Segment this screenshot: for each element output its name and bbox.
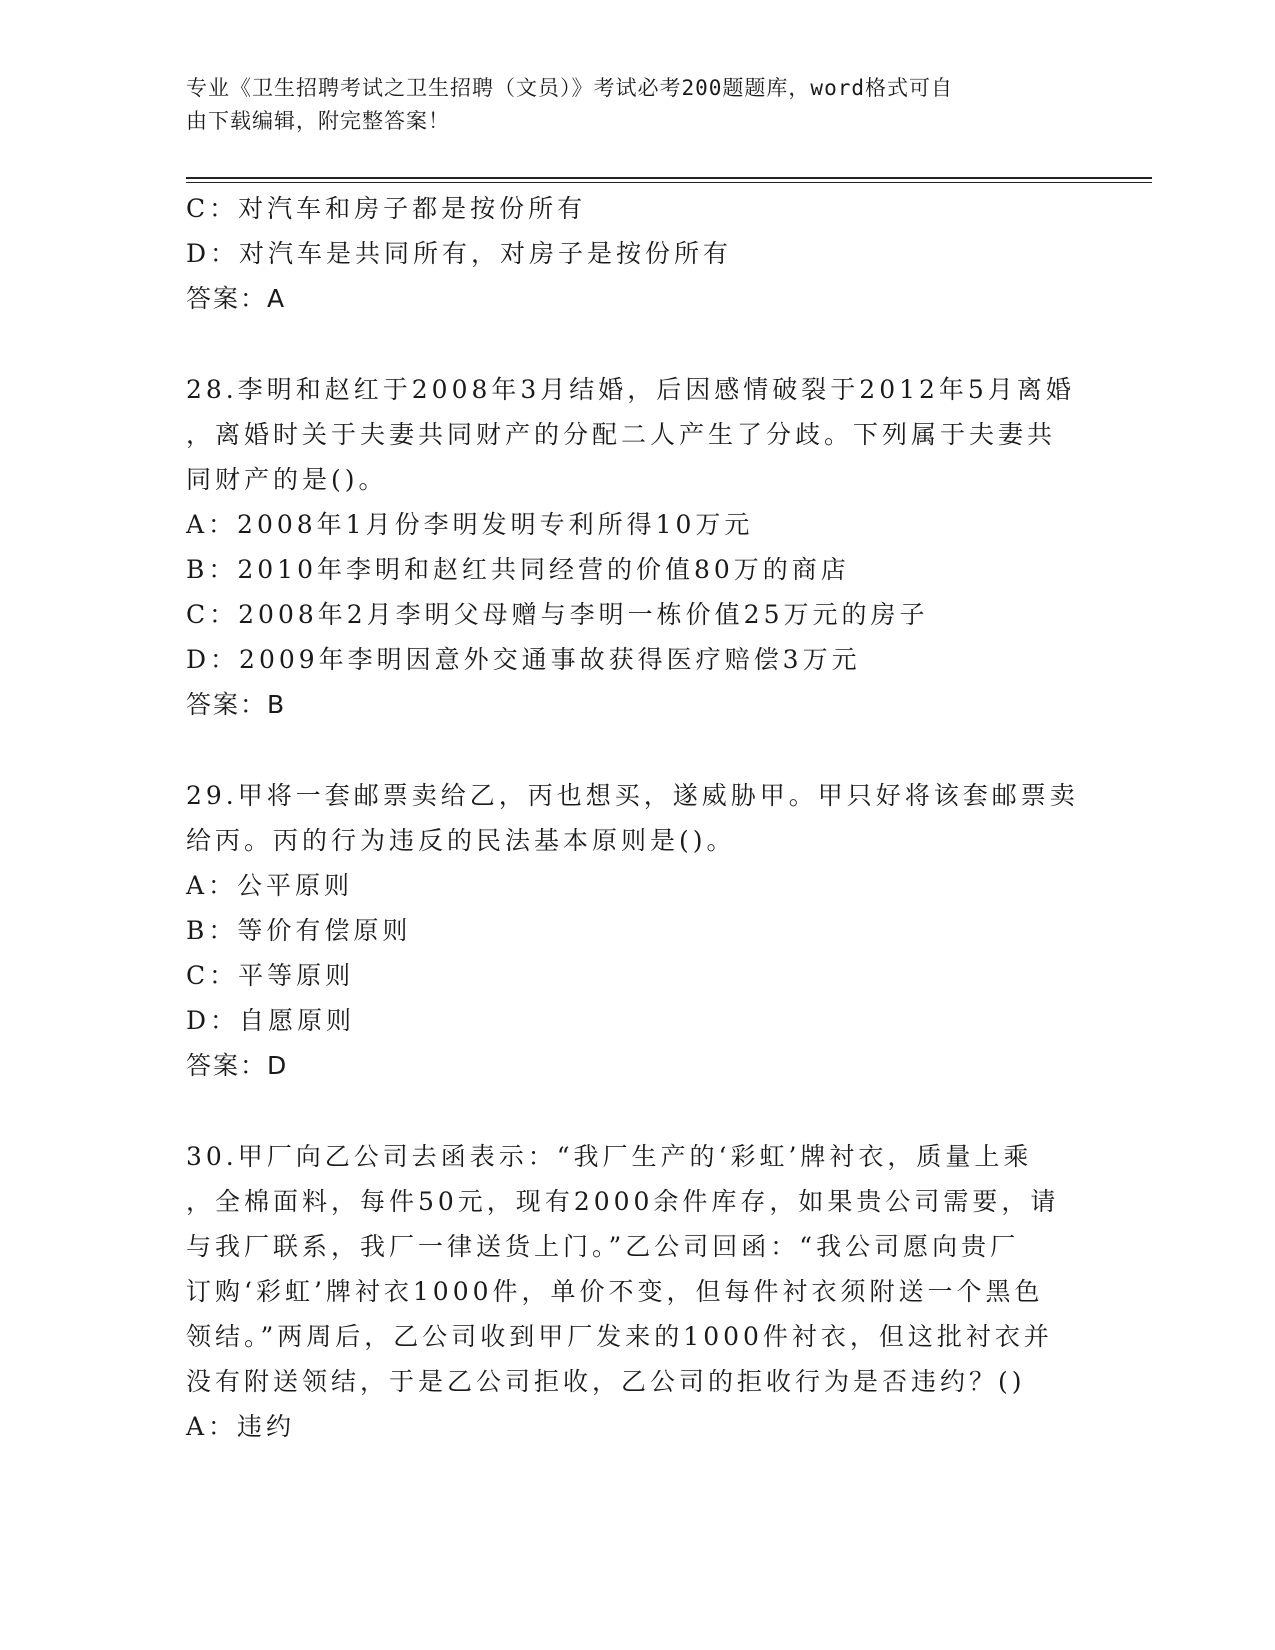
question-text-line: 没有附送领结，于是乙公司拒收，乙公司的拒收行为是否违约？() <box>186 1367 1026 1396</box>
option-d: D：对汽车是共同所有，对房子是按份所有 <box>186 239 733 268</box>
document-body <box>186 186 1086 1449</box>
question-text-line: 与我厂联系，我厂一律送货上门。”乙公司回函：“我公司愿向贵厂 <box>186 1232 1020 1261</box>
answer-line: 答案：B <box>186 690 287 719</box>
option-a: A：2008年1月份李明发明专利所得10万元 <box>186 510 754 539</box>
question-text-line: 订购‘彩虹’牌衬衣1000件，单价不变，但每件衬衣须附送一个黑色 <box>186 1277 1044 1306</box>
answer-line: 答案：D <box>186 1051 289 1080</box>
option-a: A：违约 <box>186 1412 296 1441</box>
option-d: D：自愿原则 <box>186 1006 356 1035</box>
header-rule-thin <box>186 182 1152 183</box>
question-text-line: ，全棉面料，每件50元，现有2000余件库存，如果贵公司需要，请 <box>186 1187 1060 1216</box>
header-rule-thick <box>186 177 1152 179</box>
question-27-tail <box>186 186 1086 321</box>
option-a: A：公平原则 <box>186 871 354 900</box>
answer-line: 答案：A <box>186 284 287 313</box>
question-29 <box>186 773 1086 1088</box>
question-28 <box>186 367 1086 727</box>
question-30 <box>186 1134 1086 1449</box>
question-text-line: 29.甲将一套邮票卖给乙，丙也想买，遂威胁甲。甲只好将该套邮票卖 <box>186 781 1079 810</box>
option-b: B：等价有偿原则 <box>186 916 412 945</box>
question-text-line: 给丙。丙的行为违反的民法基本原则是()。 <box>186 826 736 855</box>
document-header <box>186 72 1066 138</box>
option-c: C：平等原则 <box>186 961 355 990</box>
option-c: C：2008年2月李明父母赠与李明一栋价值25万元的房子 <box>186 600 929 629</box>
question-text-line: ，离婚时关于夫妻共同财产的分配二人产生了分歧。下列属于夫妻共 <box>186 420 1057 449</box>
question-text-line: 领结。”两周后，乙公司收到甲厂发来的1000件衬衣，但这批衬衣并 <box>186 1322 1053 1351</box>
header-line-1: 专业《卫生招聘考试之卫生招聘（文员）》考试必考200题题库，word格式可自 <box>186 76 953 100</box>
question-text-line: 30.甲厂向乙公司去函表示：“我厂生产的‘彩虹’牌衬衣，质量上乘 <box>186 1142 1033 1171</box>
option-d: D：2009年李明因意外交通事故获得医疗赔偿3万元 <box>186 645 861 674</box>
header-line-2: 由下载编辑，附完整答案！ <box>186 109 450 133</box>
question-text-line: 同财产的是()。 <box>186 465 388 494</box>
option-c: C：对汽车和房子都是按份所有 <box>186 194 587 223</box>
option-b: B：2010年李明和赵红共同经营的价值80万的商店 <box>186 555 850 584</box>
question-text-line: 28.李明和赵红于2008年3月结婚，后因感情破裂于2012年5月离婚 <box>186 375 1075 404</box>
